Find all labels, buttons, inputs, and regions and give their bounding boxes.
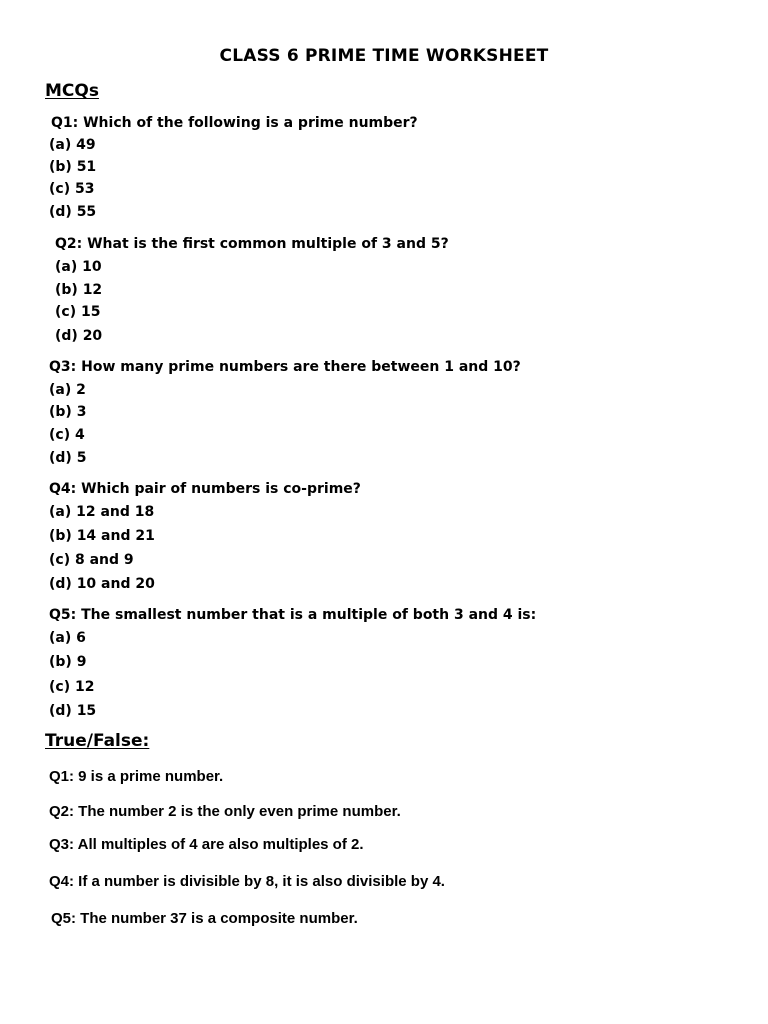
option: (a) 6: [49, 630, 86, 646]
option: (c) 15: [55, 304, 101, 320]
option: (b) 51: [49, 159, 97, 175]
true-false-item: Q2: The number 2 is the only even prime number.: [49, 803, 401, 820]
question-text: Q1: Which of the following is a prime number?: [51, 115, 418, 131]
option: (d) 20: [55, 328, 103, 344]
option: (d) 15: [49, 703, 97, 719]
question-text: Q2: What is the first common multiple of 3 and 5?: [55, 236, 449, 252]
option: (a) 49: [49, 137, 96, 153]
question-text: Q3: How many prime numbers are there between 1 and 10?: [49, 359, 521, 375]
option: (a) 12 and 18: [49, 504, 155, 520]
option: (b) 14 and 21: [49, 528, 155, 544]
option: (b) 12: [55, 282, 103, 298]
question-text: Q4: Which pair of numbers is co-prime?: [49, 481, 361, 497]
true-false-item: Q3: All multiples of 4 are also multiples of 2.: [49, 836, 364, 853]
option: (a) 10: [55, 259, 102, 275]
option: (d) 5: [49, 450, 87, 466]
true-false-item: Q5: The number 37 is a composite number.: [51, 910, 358, 927]
option: (d) 55: [49, 204, 97, 220]
mcq-section-heading: MCQs: [45, 81, 99, 101]
true-false-item: Q4: If a number is divisible by 8, it is also divisible by 4.: [49, 873, 445, 890]
true-false-item: Q1: 9 is a prime number.: [49, 768, 224, 785]
option: (c) 8 and 9: [49, 552, 134, 568]
option: (d) 10 and 20: [49, 576, 155, 592]
option: (a) 2: [49, 382, 86, 398]
page-title: CLASS 6 PRIME TIME WORKSHEET: [219, 46, 549, 66]
option: (c) 53: [49, 181, 95, 197]
option: (b) 3: [49, 404, 87, 420]
option: (b) 9: [49, 654, 87, 670]
option: (c) 12: [49, 679, 95, 695]
option: (c) 4: [49, 427, 85, 443]
question-text: Q5: The smallest number that is a multiple of both 3 and 4 is:: [49, 607, 537, 623]
true-false-section-heading: True/False:: [45, 731, 150, 751]
